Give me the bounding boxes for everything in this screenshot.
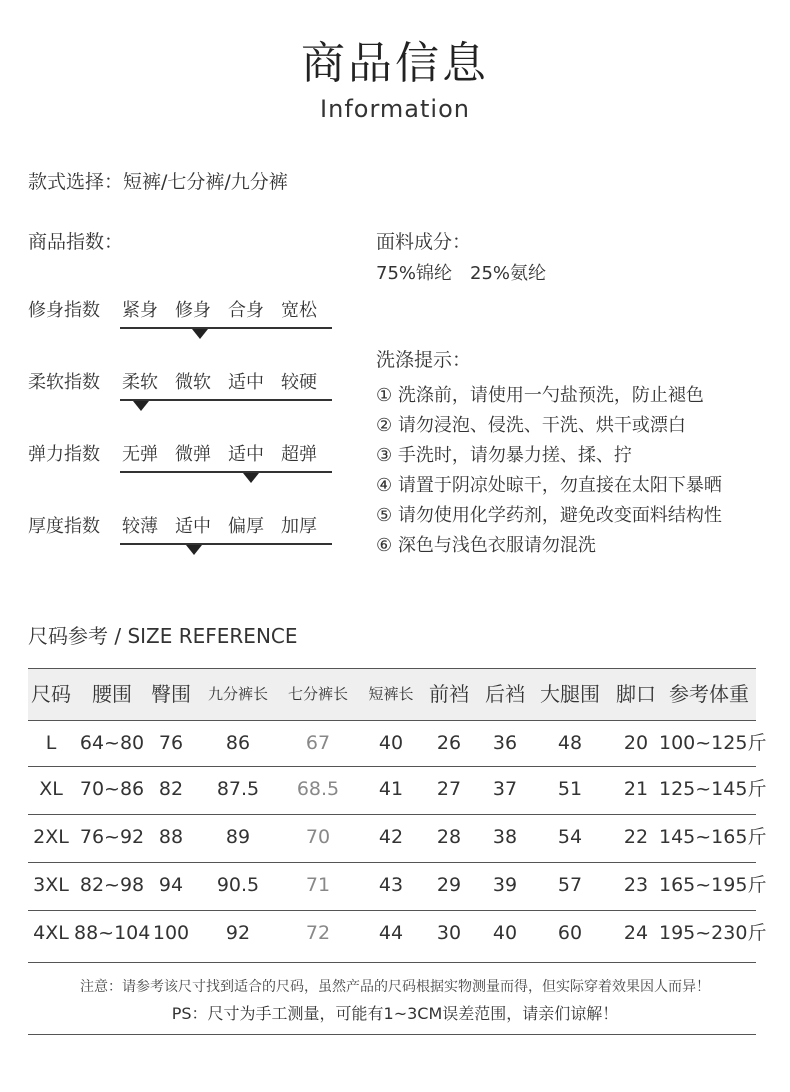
- table-cell: 36: [492, 732, 518, 754]
- table-header-cell: 九分裤长: [207, 685, 268, 703]
- table-cell: 27: [436, 778, 462, 800]
- washing-item: ② 请勿浸泡、侵洗、干洗、烘干或漂白: [376, 415, 686, 436]
- index-option: 无弹: [122, 444, 158, 465]
- table-cell: 22: [623, 826, 649, 848]
- table-cell: 90.5: [216, 874, 260, 896]
- index-scale-line: [120, 471, 332, 473]
- table-divider: [28, 962, 756, 963]
- index-option: 超弹: [281, 444, 317, 465]
- washing-item: ④ 请置于阴凉处晾干，勿直接在太阳下暴晒: [376, 475, 722, 496]
- table-cell: 51: [557, 778, 583, 800]
- index-option: 适中: [228, 444, 264, 465]
- table-cell: 76~92: [79, 826, 145, 848]
- index-option: 合身: [228, 300, 264, 321]
- fabric-value: 75%锦纶 25%氨纶: [376, 263, 547, 284]
- index-marker-icon: [186, 545, 202, 555]
- table-cell: 88~104: [74, 922, 151, 944]
- index-marker-icon: [192, 329, 208, 339]
- table-cell: 60: [557, 922, 583, 944]
- index-scale-line: [120, 543, 332, 545]
- table-cell: 71: [305, 874, 331, 896]
- index-option: 宽松: [281, 300, 317, 321]
- index-option: 适中: [228, 372, 264, 393]
- index-name: 柔软指数: [28, 372, 100, 393]
- table-cell: 57: [557, 874, 583, 896]
- size-table-title: 尺码参考 / SIZE REFERENCE: [28, 624, 298, 648]
- table-header-cell: 脚口: [616, 682, 656, 706]
- table-cell: 87.5: [216, 778, 260, 800]
- table-cell: 92: [225, 922, 251, 944]
- table-header-cell: 臀围: [151, 682, 191, 706]
- table-cell: 72: [305, 922, 331, 944]
- measurement-note: PS：尺寸为手工测量，可能有1~3CM误差范围，请亲们谅解！: [171, 1004, 619, 1023]
- bottom-divider: [28, 1034, 756, 1035]
- table-cell: 48: [557, 732, 583, 754]
- washing-label: 洗涤提示：: [376, 349, 472, 371]
- table-cell: 125~145斤: [659, 778, 767, 800]
- table-cell: 37: [492, 778, 518, 800]
- index-name: 修身指数: [28, 300, 100, 321]
- table-cell: 100: [152, 922, 190, 944]
- index-row-softness: [28, 369, 338, 409]
- table-cell: 70~86: [79, 778, 145, 800]
- table-cell: 76: [158, 732, 184, 754]
- index-option: 微软: [175, 372, 211, 393]
- table-cell: 28: [436, 826, 462, 848]
- table-cell: 54: [557, 826, 583, 848]
- table-cell: 40: [378, 732, 404, 754]
- index-marker-icon: [243, 473, 259, 483]
- table-cell: 21: [623, 778, 649, 800]
- table-cell: 29: [436, 874, 462, 896]
- table-cell: 38: [492, 826, 518, 848]
- index-option: 微弹: [175, 444, 211, 465]
- table-cell: 100~125斤: [659, 732, 767, 754]
- table-cell: 64~80: [79, 732, 145, 754]
- table-cell: 42: [378, 826, 404, 848]
- index-option: 偏厚: [228, 516, 264, 537]
- index-option: 修身: [175, 300, 211, 321]
- table-cell: 39: [492, 874, 518, 896]
- index-row-thickness: [28, 513, 338, 553]
- washing-item: ⑤ 请勿使用化学药剂，避免改变面料结构性: [376, 505, 722, 526]
- table-cell: 89: [225, 826, 251, 848]
- table-header-cell: 尺码: [31, 682, 71, 706]
- index-scale-line: [120, 399, 332, 401]
- index-option: 适中: [175, 516, 211, 537]
- table-cell: 44: [378, 922, 404, 944]
- table-cell: 165~195斤: [659, 874, 767, 896]
- table-cell: 24: [623, 922, 649, 944]
- table-cell: 145~165斤: [659, 826, 767, 848]
- index-name: 厚度指数: [28, 516, 100, 537]
- table-header-cell: 前裆: [429, 682, 469, 706]
- table-cell: 43: [378, 874, 404, 896]
- table-cell: 82: [158, 778, 184, 800]
- table-header-cell: 腰围: [92, 682, 132, 706]
- table-cell: 3XL: [33, 874, 69, 896]
- table-cell: 41: [378, 778, 404, 800]
- table-cell: 94: [158, 874, 184, 896]
- table-header-cell: 短裤长: [368, 685, 414, 703]
- table-cell: 2XL: [33, 826, 69, 848]
- index-option: 柔软: [122, 372, 158, 393]
- table-cell: 30: [436, 922, 462, 944]
- table-cell: 20: [623, 732, 649, 754]
- table-header-cell: 后裆: [485, 682, 525, 706]
- washing-item: ⑥ 深色与浅色衣服请勿混洗: [376, 535, 596, 556]
- index-option: 较硬: [281, 372, 317, 393]
- table-cell: 4XL: [33, 922, 69, 944]
- table-cell: 40: [492, 922, 518, 944]
- index-option: 加厚: [281, 516, 317, 537]
- size-note: 注意：请参考该尺寸找到适合的尺码，虽然产品的尺码根据实物测量而得，但实际穿着效果因人而异！: [80, 979, 710, 995]
- table-cell: 82~98: [79, 874, 145, 896]
- table-cell: 195~230斤: [659, 922, 767, 944]
- index-marker-icon: [133, 401, 149, 411]
- index-option: 紧身: [122, 300, 158, 321]
- index-section-label: 商品指数：: [28, 231, 124, 253]
- index-row-fit: [28, 297, 338, 337]
- index-scale-line: [120, 327, 332, 329]
- table-header-cell: 参考体重: [669, 682, 749, 706]
- table-cell: 70: [305, 826, 331, 848]
- washing-item: ① 洗涤前，请使用一勺盐预洗，防止褪色: [376, 385, 704, 406]
- table-cell: 23: [623, 874, 649, 896]
- washing-item: ③ 手洗时，请勿暴力搓、揉、拧: [376, 445, 632, 466]
- table-cell: XL: [39, 778, 63, 800]
- fabric-label: 面料成分：: [376, 231, 472, 253]
- table-cell: 88: [158, 826, 184, 848]
- page-title: 商品信息: [301, 38, 489, 89]
- style-selection: 款式选择：短裤/七分裤/九分裤: [28, 171, 288, 193]
- table-cell: 26: [436, 732, 462, 754]
- index-option: 较薄: [122, 516, 158, 537]
- table-cell: L: [45, 732, 57, 754]
- page-subtitle: Information: [320, 95, 470, 123]
- table-header-cell: 大腿围: [540, 682, 600, 706]
- table-cell: 86: [225, 732, 251, 754]
- table-cell: 67: [305, 732, 331, 754]
- table-header-cell: 七分裤长: [287, 685, 348, 703]
- index-row-elasticity: [28, 441, 338, 481]
- table-cell: 68.5: [296, 778, 340, 800]
- index-name: 弹力指数: [28, 444, 100, 465]
